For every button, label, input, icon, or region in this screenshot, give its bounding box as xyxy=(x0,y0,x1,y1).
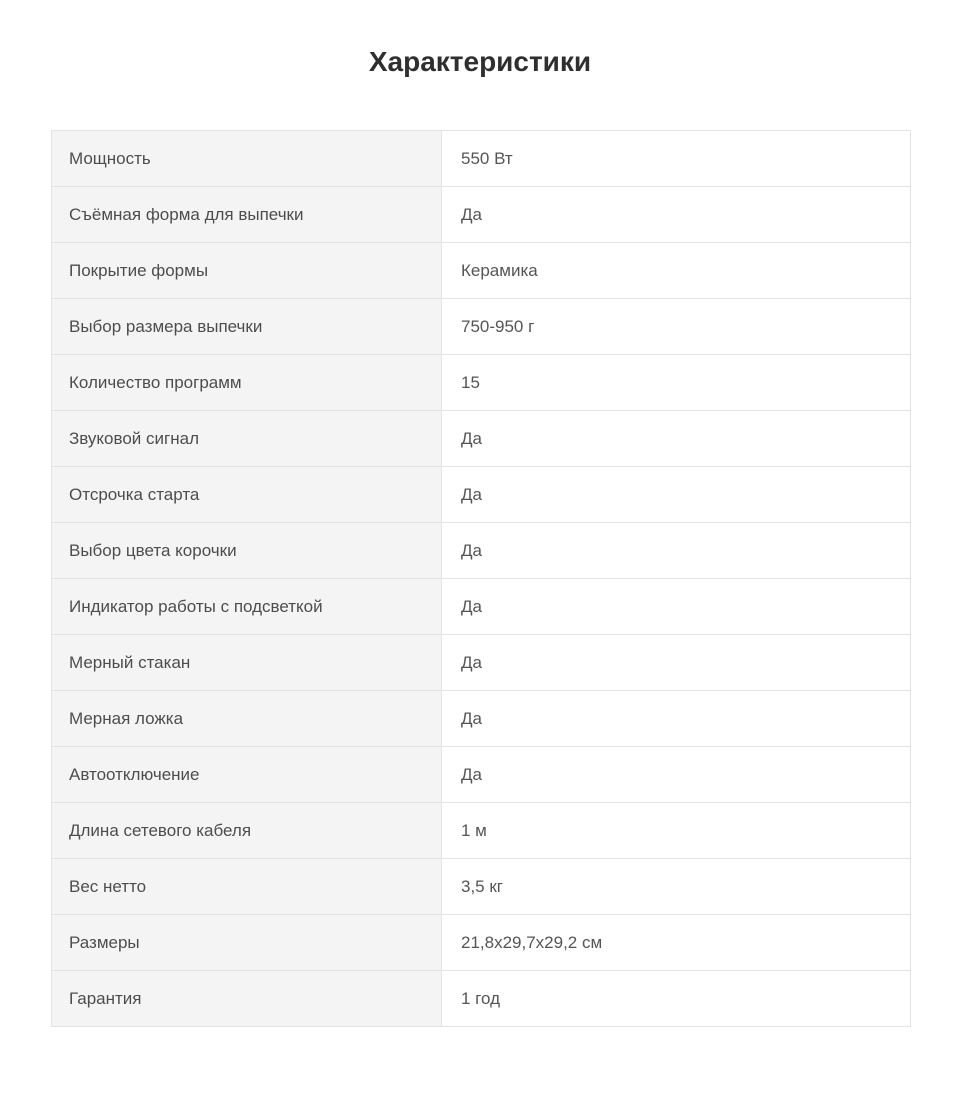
spec-name: Звуковой сигнал xyxy=(52,411,442,467)
spec-name: Гарантия xyxy=(52,971,442,1027)
table-row xyxy=(52,971,911,1027)
table-row xyxy=(52,187,911,243)
spec-value: 15 xyxy=(442,355,911,411)
table-row xyxy=(52,859,911,915)
spec-value: Да xyxy=(442,523,911,579)
table-row xyxy=(52,747,911,803)
spec-name: Выбор размера выпечки xyxy=(52,299,442,355)
spec-name: Покрытие формы xyxy=(52,243,442,299)
table-row xyxy=(52,411,911,467)
spec-value: 21,8x29,7x29,2 см xyxy=(442,915,911,971)
spec-value: Керамика xyxy=(442,243,911,299)
spec-name: Количество программ xyxy=(52,355,442,411)
spec-value: 750-950 г xyxy=(442,299,911,355)
spec-name: Длина сетевого кабеля xyxy=(52,803,442,859)
spec-name: Автоотключение xyxy=(52,747,442,803)
spec-value: 3,5 кг xyxy=(442,859,911,915)
table-row xyxy=(52,299,911,355)
spec-name: Съёмная форма для выпечки xyxy=(52,187,442,243)
spec-name: Выбор цвета корочки xyxy=(52,523,442,579)
page-title: Характеристики xyxy=(368,46,592,77)
spec-name: Мерная ложка xyxy=(52,691,442,747)
table-row xyxy=(52,355,911,411)
table-row xyxy=(52,803,911,859)
table-row xyxy=(52,635,911,691)
spec-value: Да xyxy=(442,635,911,691)
specs-table xyxy=(51,130,911,1027)
table-row xyxy=(52,243,911,299)
table-row xyxy=(52,691,911,747)
spec-value: 1 м xyxy=(442,803,911,859)
spec-value: Да xyxy=(442,579,911,635)
spec-name: Индикатор работы с подсветкой xyxy=(52,579,442,635)
spec-value: 1 год xyxy=(442,971,911,1027)
spec-name: Вес нетто xyxy=(52,859,442,915)
spec-value: 550 Вт xyxy=(442,131,911,187)
spec-name: Размеры xyxy=(52,915,442,971)
spec-value: Да xyxy=(442,411,911,467)
spec-value: Да xyxy=(442,187,911,243)
table-row xyxy=(52,523,911,579)
table-row xyxy=(52,915,911,971)
spec-name: Мерный стакан xyxy=(52,635,442,691)
spec-value: Да xyxy=(442,691,911,747)
spec-name: Отсрочка старта xyxy=(52,467,442,523)
table-row xyxy=(52,579,911,635)
spec-value: Да xyxy=(442,747,911,803)
table-row xyxy=(52,467,911,523)
spec-name: Мощность xyxy=(52,131,442,187)
table-row xyxy=(52,131,911,187)
spec-value: Да xyxy=(442,467,911,523)
